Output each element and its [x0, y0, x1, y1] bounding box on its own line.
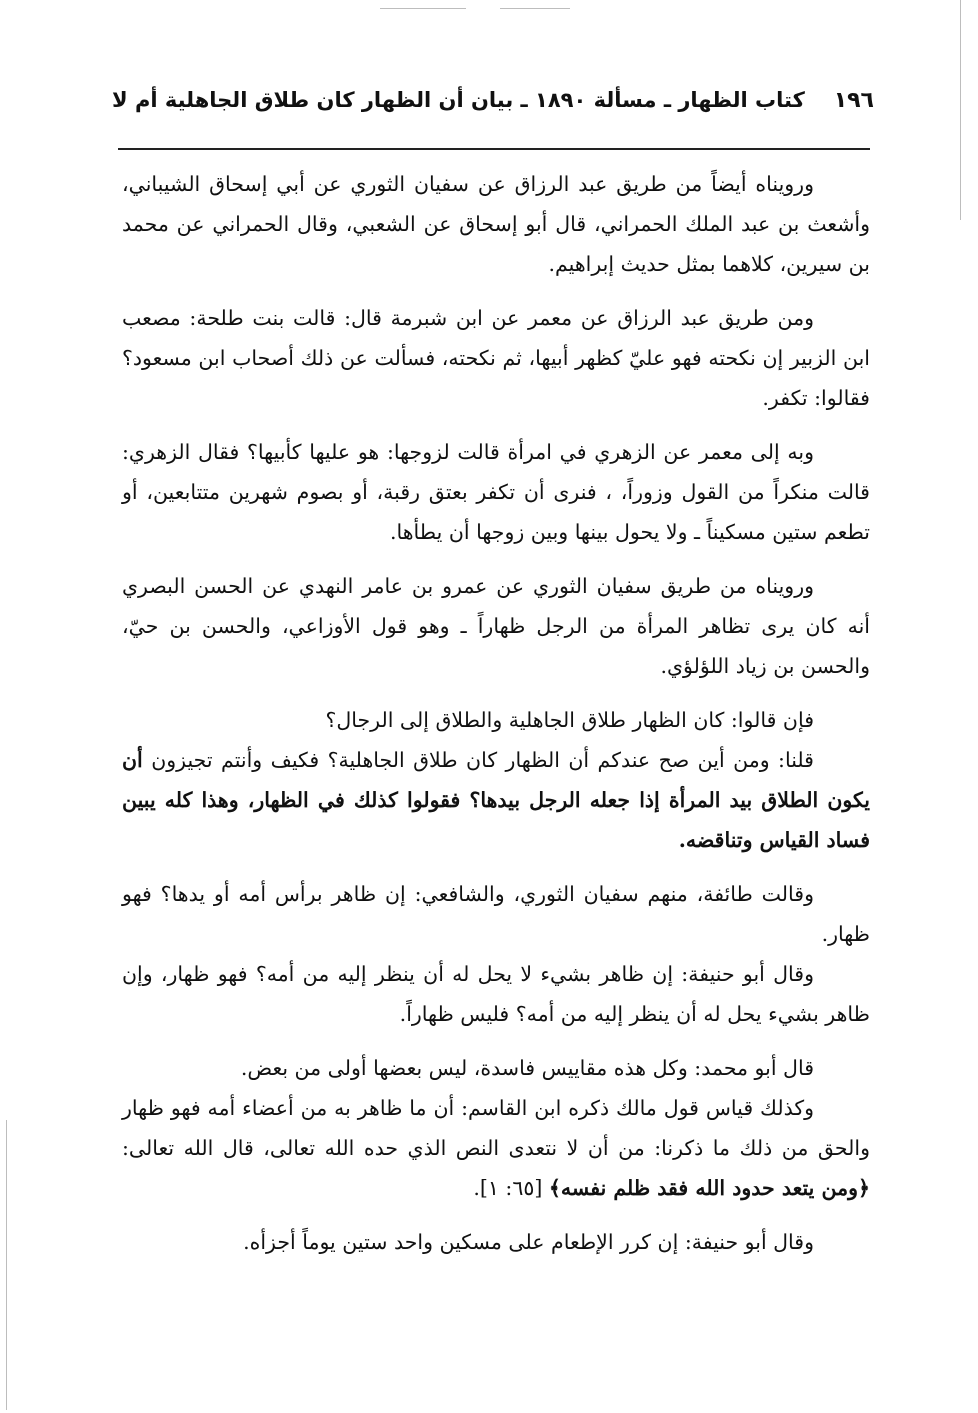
paragraph-10: وكذلك قياس قول مالك ذكره ابن القاسم: أن ما ظاهر به من أعضاء أمه فهو ظهار والحق من ذلك ما ذكرنا: من أن لا نتعدى النص الذي حده الله تعالى، قال الله تعالى: ﴿ومن يتعد حدود الله فقد ظلم نفسه﴾ [٦٥: ١]. — [122, 1096, 870, 1200]
paragraph-2: ومن طريق عبد الرزاق عن معمر عن ابن شبرمة قال: قالت بنت طلحة: مصعب ابن الزبير إن نكحته فهو عليّ كظهر أبيها، ثم نكحته، فسألت عن ذلك أصحاب ابن مسعود؟ فقالوا: تكفر. — [122, 306, 870, 410]
paragraph-11: وقال أبو حنيفة: إن كرر الإطعام على مسكين واحد ستين يوماً أجزأه. — [243, 1230, 814, 1254]
paragraph-6: قلنا: ومن أين صح عندكم أن الظهار كان طلاق الجاهلية؟ فكيف وأنتم تجيزون أن يكون الطلاق بيد المرأة إذا جعله الرجل بيدها؟ فقولوا كذلك في الظهار، وهذا كله يبين فساد القياس وتناقضه. — [122, 748, 870, 852]
quran-reference: [٦٥: ١]. — [473, 1176, 543, 1200]
scan-mark-top — [380, 8, 466, 9]
header-rule — [118, 148, 870, 150]
paragraph-6-bold: أن يكون الطلاق بيد المرأة إذا جعله الرجل بيدها؟ فقولوا كذلك في الظهار، وهذا كله يبين فساد القياس وتناقضه. — [122, 748, 870, 852]
scan-mark-right-edge — [960, 0, 961, 220]
paragraph-3: وبه إلى معمر عن الزهري في امرأة قالت لزوجها: هو عليها كأبيها؟ فقال الزهري: قالت منكراً من القول وزوراً، ، فنرى أن تكفر بعتق رقبة، أو بصوم شهرين متتابعين، أو تطعم ستين مسكيناً ـ ولا يحول بينها وبين زوجها أن يطأها. — [122, 440, 870, 544]
paragraph-8: وقال أبو حنيفة: إن ظاهر بشيء لا يحل له أن ينظر إليه من أمه؟ فهو ظهار، وإن ظاهر بشيء يحل له أن ينظر إليه من أمه؟ فليس ظهاراً. — [122, 962, 870, 1026]
paragraph-5: فإن قالوا: كان الظهار طلاق الجاهلية والطلاق إلى الرجال؟ — [325, 708, 814, 732]
running-title: كتاب الظهار ـ مسألة ١٨٩٠ ـ بيان أن الظهار كان طلاق الجاهلية أم لا — [112, 88, 805, 112]
paragraph-4: ورويناه من طريق سفيان الثوري عن عمرو بن عامر النهدي عن الحسن البصري أنه كان يرى تظاهر المرأة من الرجل ظهاراً ـ وهو قول الأوزاعي، والحسن بن حيّ، والحسن بن زياد اللؤلؤي. — [122, 574, 870, 678]
paragraph-1: ورويناه أيضاً من طريق عبد الرزاق عن سفيان الثوري عن أبي إسحاق الشيباني، وأشعث بن عبد الملك الحمراني، قال أبو إسحاق عن الشعبي، وقال الحمراني عن محمد بن سيرين، كلاهما بمثل حديث إبراهيم. — [122, 172, 870, 276]
scan-mark-left-edge — [6, 1120, 7, 1410]
page-header — [112, 86, 874, 126]
quran-quote: ﴿ومن يتعد حدود الله فقد ظلم نفسه﴾ — [548, 1176, 870, 1200]
page-body — [122, 164, 870, 1262]
page-number: ١٩٦ — [833, 88, 874, 113]
scan-mark-top-right — [500, 8, 570, 9]
paragraph-7: وقالت طائفة، منهم سفيان الثوري، والشافعي: إن ظاهر برأس أمه أو يدها؟ فهو ظهار. — [122, 882, 870, 946]
paragraph-9: قال أبو محمد: وكل هذه مقاييس فاسدة، ليس بعضها أولى من بعض. — [240, 1056, 814, 1080]
